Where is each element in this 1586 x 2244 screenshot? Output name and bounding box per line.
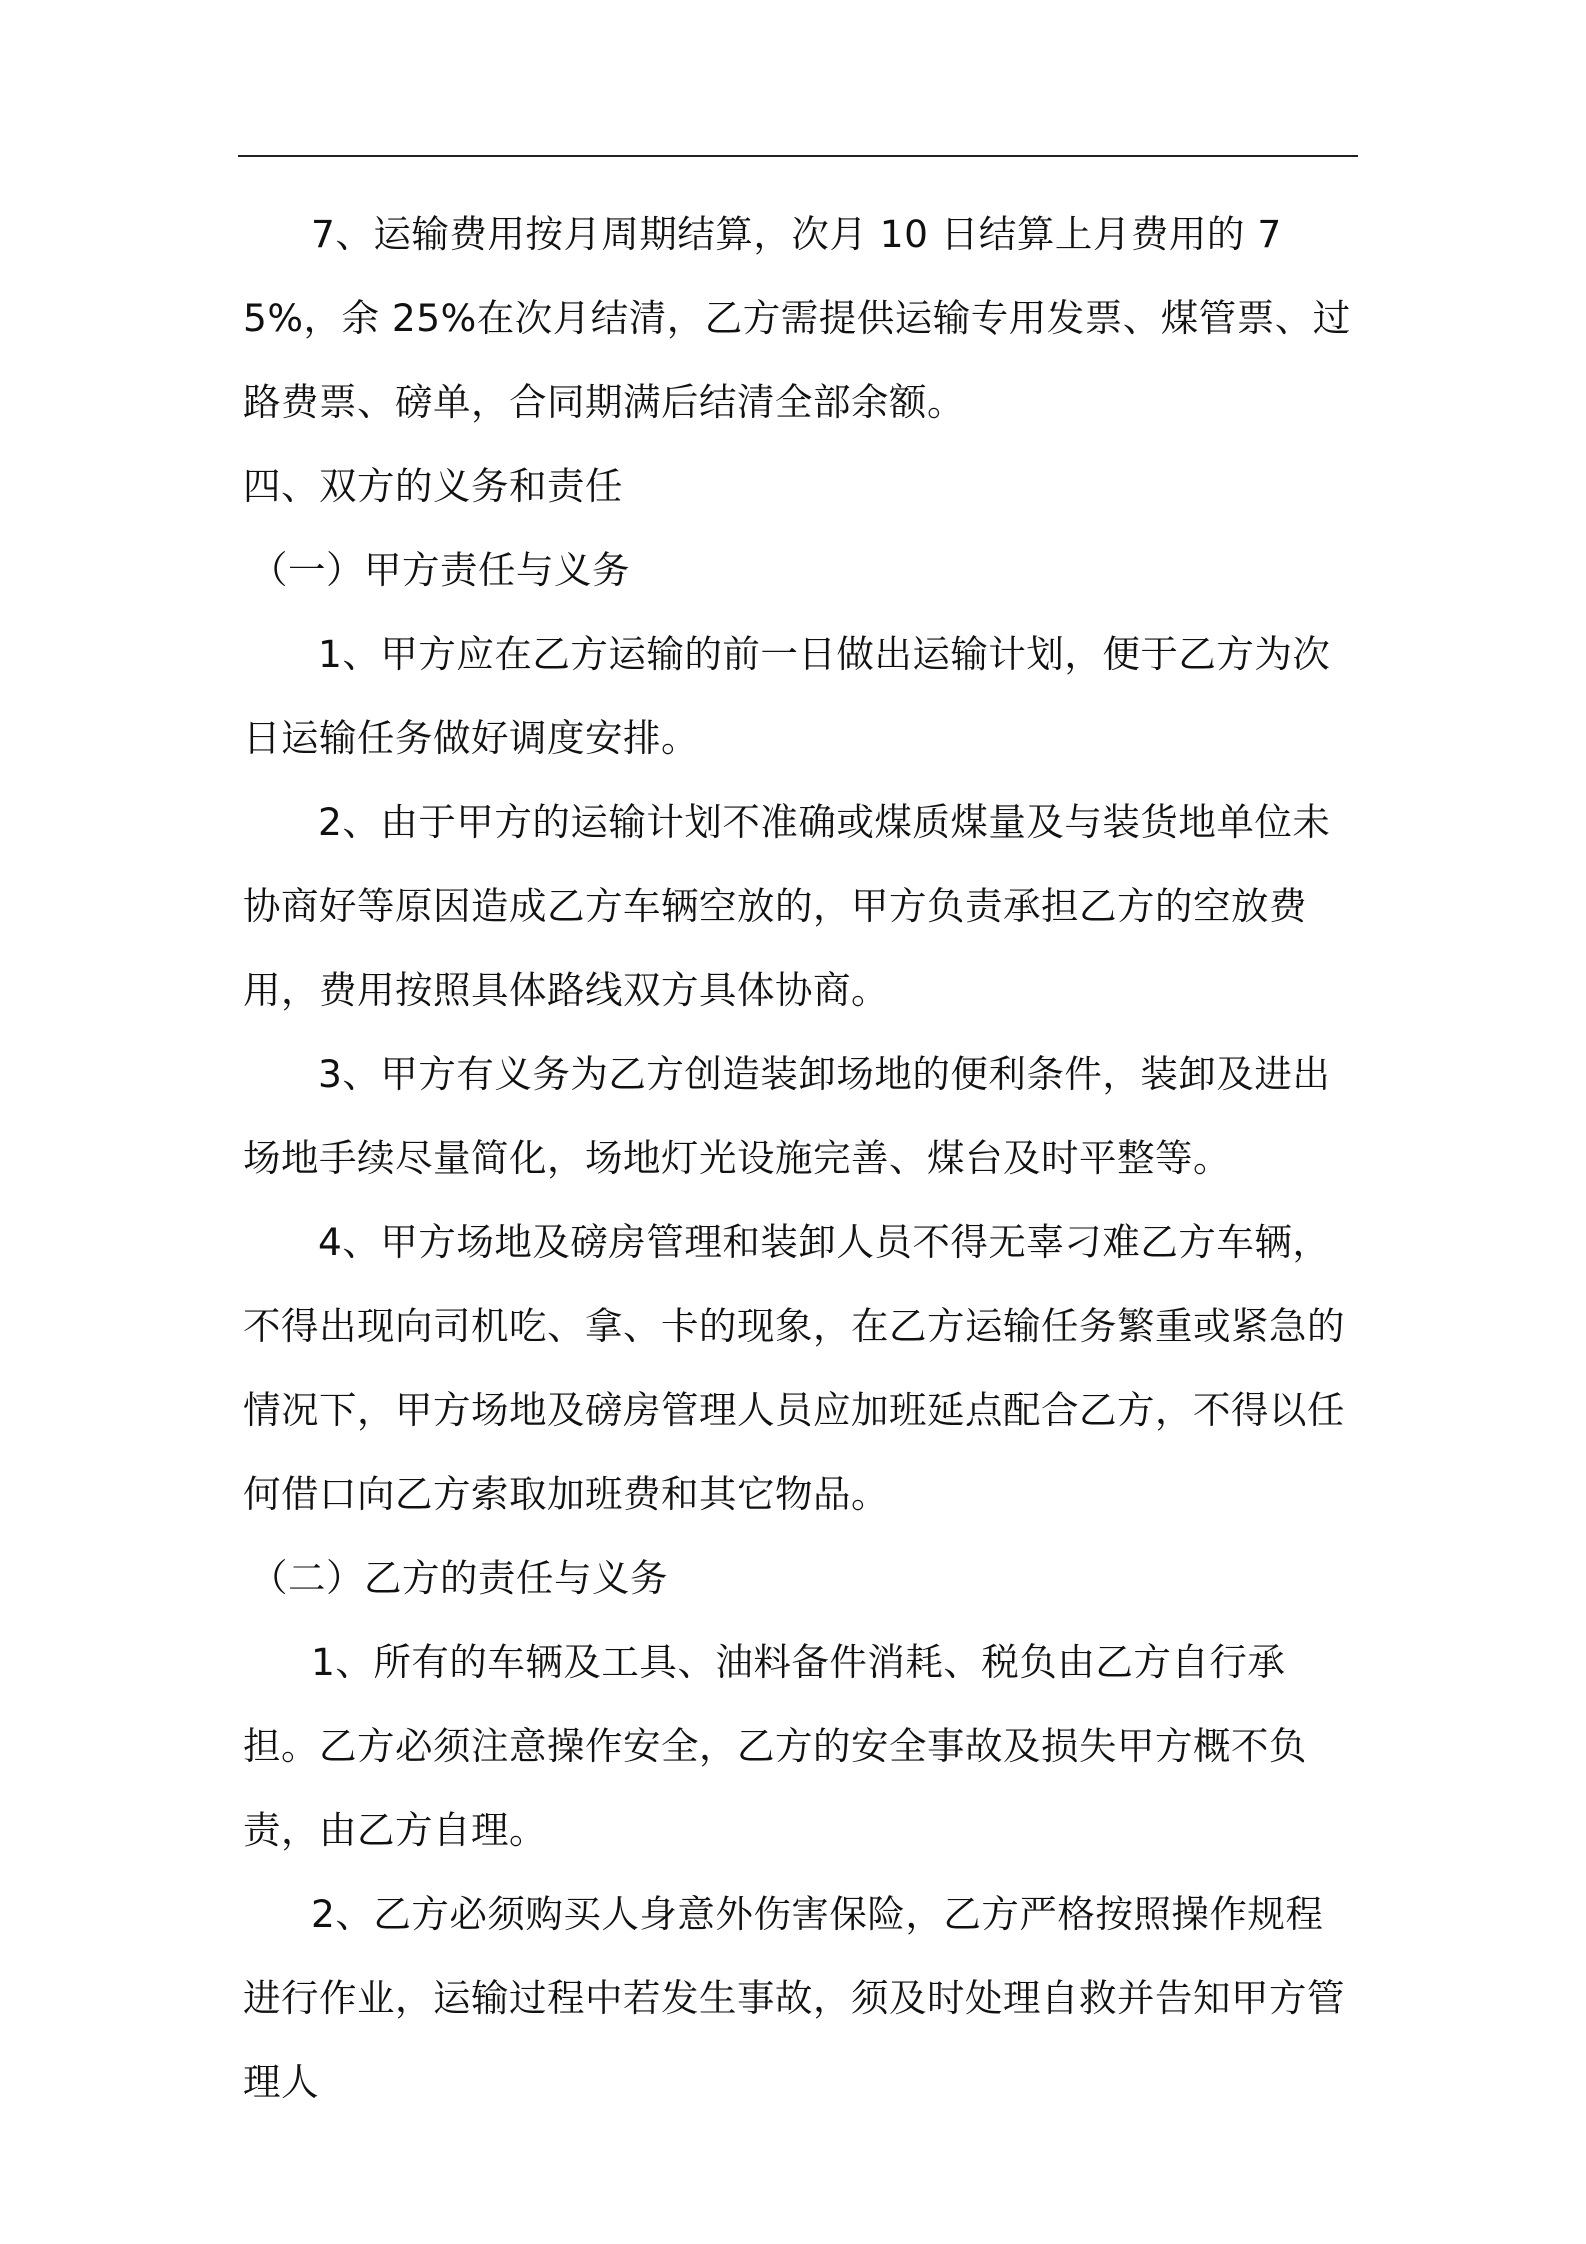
party-a-duty-2: 2、由于甲方的运输计划不准确或煤质煤量及与装货地单位未协商好等原因造成乙方车辆空放的，甲方负责承担乙方的空放费用，费用按照具体路线双方具体协商。 <box>243 800 1331 1012</box>
subsection-2-heading: （二）乙方的责任与义务 <box>250 1556 668 1600</box>
party-b-duty-2: 2、乙方必须购买人身意外伤害保险，乙方严格按照操作规程进行作业，运输过程中若发生事故，须及时处理自救并告知甲方管理人 <box>243 1892 1345 2104</box>
section-4-heading: 四、双方的义务和责任 <box>243 464 623 508</box>
party-b-duty-1: 1、所有的车辆及工具、油料备件消耗、税负由乙方自行承担。乙方必须注意操作安全，乙方的安全事故及损失甲方概不负责，由乙方自理。 <box>243 1640 1307 1852</box>
document-body <box>243 192 1361 2124</box>
clause-7-paragraph: 7、运输费用按月周期结算，次月 10 日结算上月费用的 75%，余 25%在次月结清，乙方需提供运输专用发票、煤管票、过路费票、磅单，合同期满后结清全部余额。 <box>243 212 1351 424</box>
party-a-duty-1: 1、甲方应在乙方运输的前一日做出运输计划，便于乙方为次日运输任务做好调度安排。 <box>243 632 1331 760</box>
header-rule <box>238 155 1358 157</box>
party-a-duty-4: 4、甲方场地及磅房管理和装卸人员不得无辜刁难乙方车辆，不得出现向司机吃、拿、卡的现象，在乙方运输任务繁重或紧急的情况下，甲方场地及磅房管理人员应加班延点配合乙方，不得以任何借口向乙方索取加班费和其它物品。 <box>243 1220 1345 1516</box>
party-a-duty-3: 3、甲方有义务为乙方创造装卸场地的便利条件，装卸及进出场地手续尽量简化，场地灯光设施完善、煤台及时平整等。 <box>243 1052 1331 1180</box>
subsection-1-heading: （一）甲方责任与义务 <box>250 548 630 592</box>
